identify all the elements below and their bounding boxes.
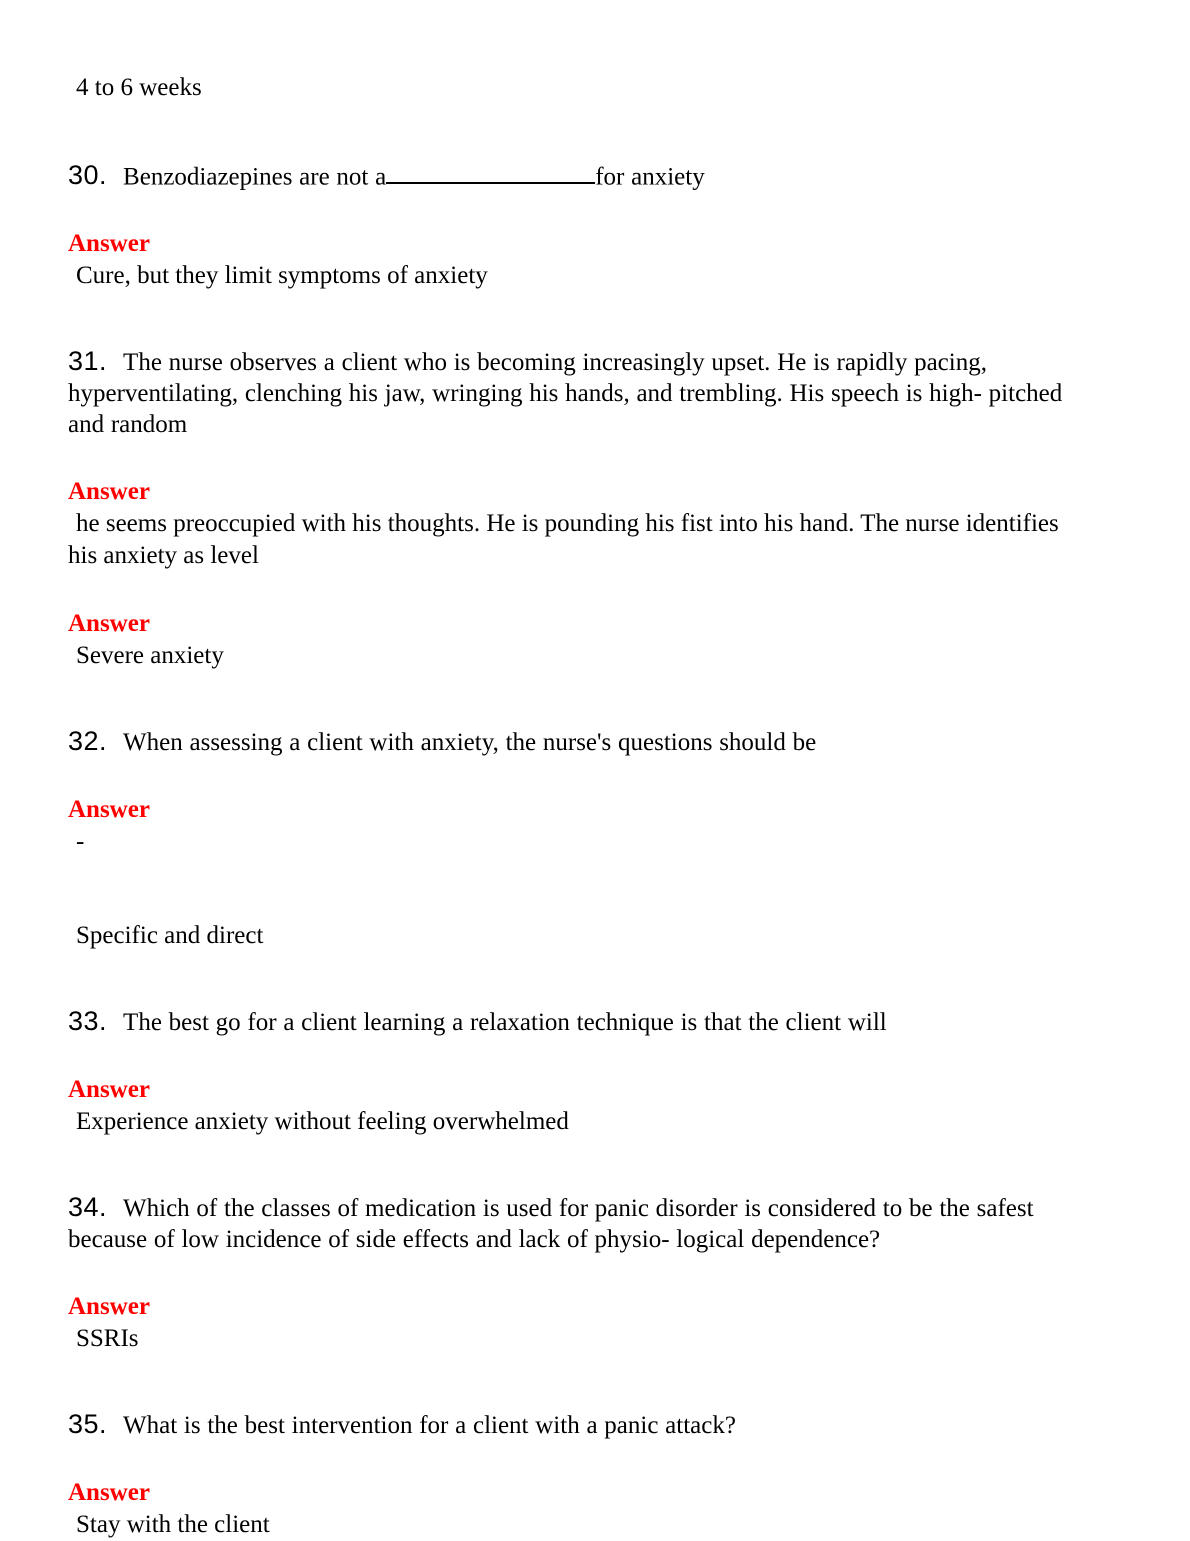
- answer-block: [68, 1291, 1080, 1355]
- question-text-after-blank: for anxiety: [595, 163, 705, 191]
- question-32: [68, 726, 1080, 758]
- question-31: [68, 346, 1080, 440]
- question-number: 31.: [68, 346, 108, 377]
- answer-block: [68, 794, 1080, 858]
- answer-text: -: [76, 828, 85, 856]
- question-33: [68, 1006, 1080, 1038]
- answer-text: Experience anxiety without feeling overwhelmed: [76, 1108, 569, 1136]
- question-text: Which of the classes of medication is used for panic disorder is considered to be the safest because of low incidence of side effects and lack of physio- logical dependence?: [68, 1195, 1034, 1254]
- answer-label: Answer: [68, 230, 150, 258]
- question-text: When assessing a client with anxiety, the nurse's questions should be: [123, 729, 817, 757]
- question-number: 33.: [68, 1006, 108, 1037]
- answer-label: Answer: [68, 610, 150, 638]
- answer-text: he seems preoccupied with his thoughts. He is pounding his fist into his hand. The nurse identifies his anxiety as level: [68, 510, 1059, 570]
- answer-text: SSRIs: [76, 1325, 139, 1353]
- plain-text: Specific and direct: [76, 922, 264, 950]
- answer-label: Answer: [68, 1293, 150, 1321]
- question-number: 30.: [68, 160, 108, 191]
- answer-block: [68, 476, 1080, 572]
- answer-block: [68, 608, 1080, 672]
- question-text: The nurse observes a client who is becoming increasingly upset. He is rapidly pacing, hyperventilating, clenching his jaw, wringing his hands, and trembling. His speech is high- pitched and random: [68, 349, 1063, 439]
- answer-label: Answer: [68, 796, 150, 824]
- answer-text: Stay with the client: [76, 1511, 270, 1539]
- question-number: 32.: [68, 726, 108, 757]
- answer-label: Answer: [68, 1479, 150, 1507]
- plain-text: 4 to 6 weeks: [76, 74, 202, 101]
- fill-in-blank-line: [386, 158, 595, 184]
- answer-text: Cure, but they limit symptoms of anxiety: [76, 262, 488, 290]
- answer-block: [68, 228, 1080, 292]
- answer-block: [68, 1074, 1080, 1138]
- question-35: [68, 1409, 1080, 1441]
- answer-label: Answer: [68, 1076, 150, 1104]
- question-text-before-blank: Benzodiazepines are not a: [123, 163, 387, 191]
- question-number: 35.: [68, 1409, 108, 1440]
- question-number: 34.: [68, 1192, 108, 1223]
- question-34: [68, 1192, 1080, 1255]
- question-text: The best go for a client learning a relaxation technique is that the client will: [123, 1009, 887, 1037]
- answer-text: Severe anxiety: [76, 642, 224, 670]
- question-text: What is the best intervention for a client with a panic attack?: [123, 1412, 736, 1440]
- answer-block: [68, 1477, 1080, 1541]
- question-30: [68, 158, 1080, 192]
- answer-label: Answer: [68, 478, 150, 506]
